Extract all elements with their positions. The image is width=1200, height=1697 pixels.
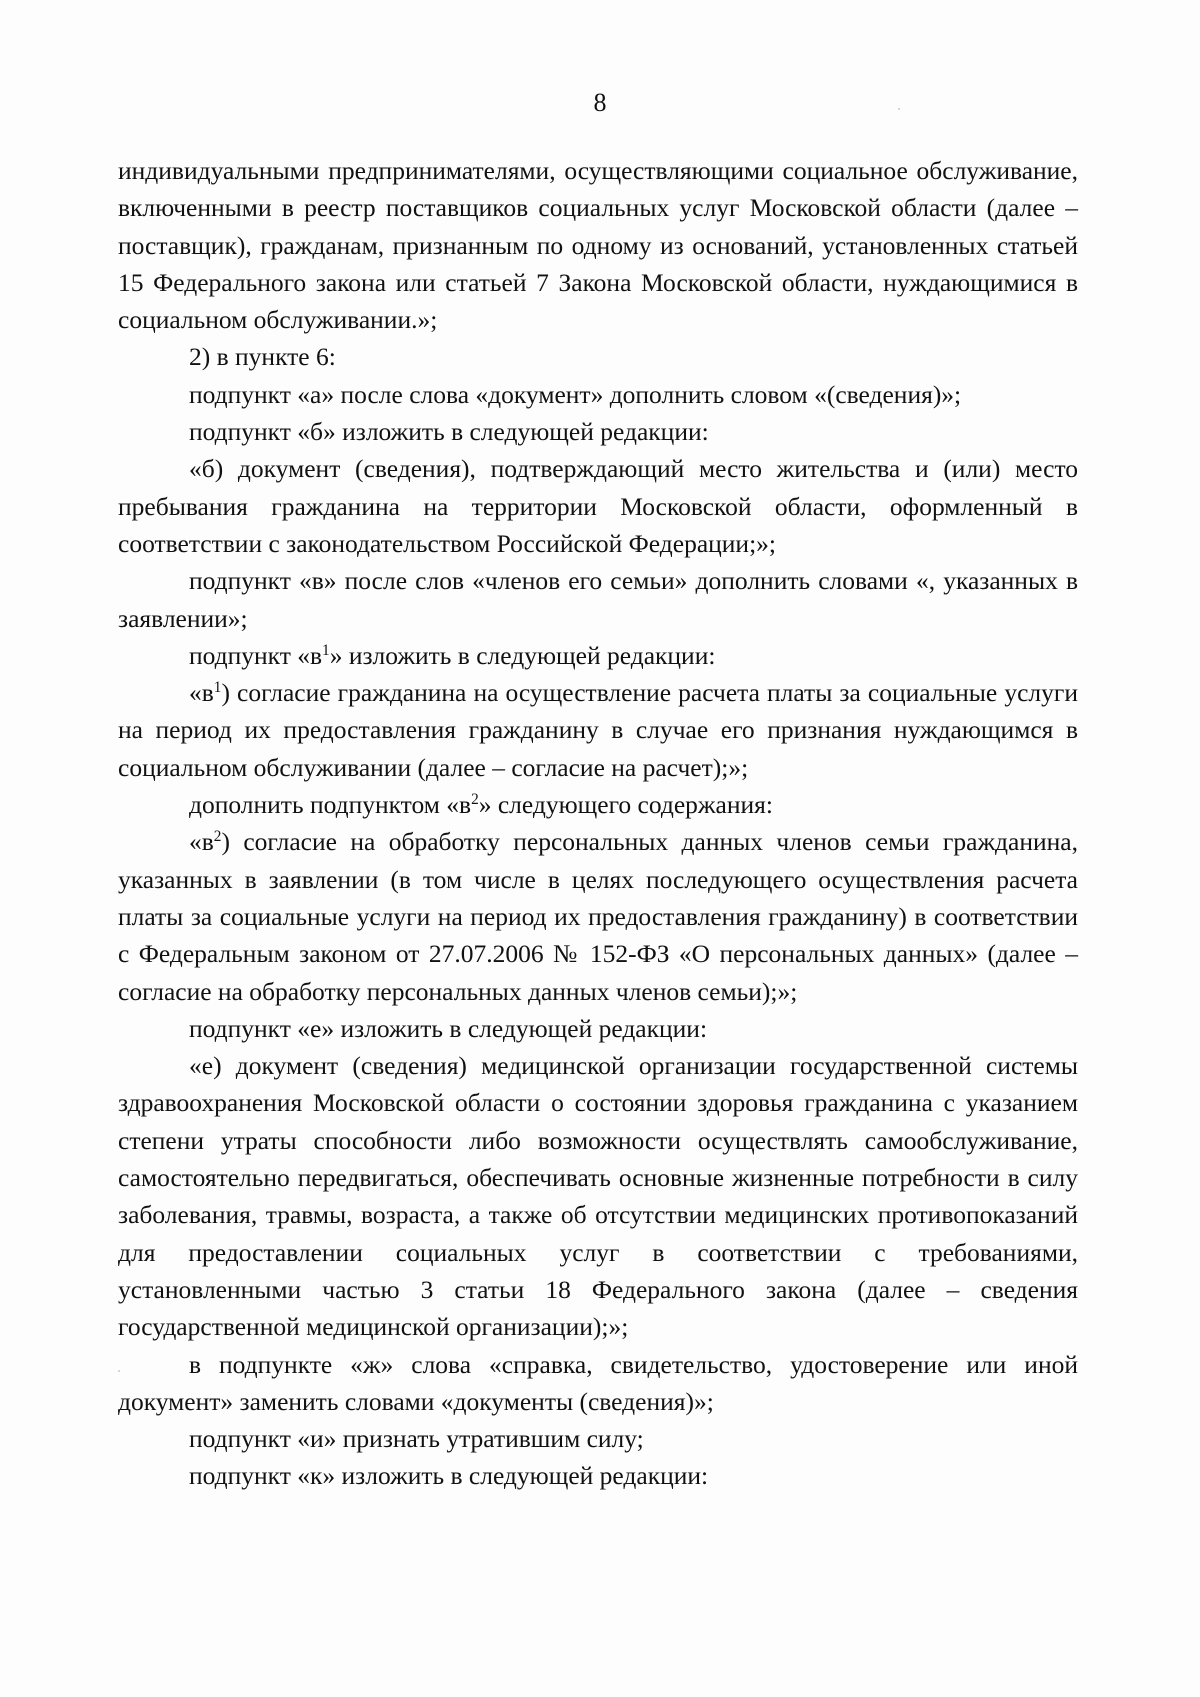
- paragraph-subitem-e-intro: подпункт «е» изложить в следующей редакции:: [189, 1013, 708, 1043]
- text-run: » изложить в следующей редакции:: [329, 640, 716, 670]
- text-run: подпункт «в: [189, 640, 323, 670]
- paragraph-subitem-zh: в подпункте «ж» слова «справка, свидетельство, удостоверение или иной документ» заменить словами «документы (сведения)»;: [118, 1349, 1078, 1416]
- page-number: 8: [593, 88, 607, 117]
- paragraph-subitem-k-intro: подпункт «к» изложить в следующей редакции:: [189, 1461, 709, 1491]
- text-run: » следующего содержания:: [478, 790, 773, 820]
- text-run: ) согласие на обработку персональных данных членов семьи гражданина, указанных в заявлении (в том числе в целях последующего осуществления расчета платы за социальные услуги на период их предоставления гражданину) в соответствии с Федеральным законом от 27.07.2006 № 152-ФЗ «О персональных данных» (далее – согласие на обработку персональных данных членов семьи);»;: [118, 827, 1078, 1006]
- paragraph-subitem-v2-text: [118, 823, 1078, 1009]
- superscript: 2: [213, 828, 222, 846]
- text-run: «в: [189, 827, 214, 857]
- superscript: 2: [471, 790, 479, 808]
- scan-speck: [118, 1370, 120, 1372]
- paragraph-subitem-v1-intro: [118, 637, 1078, 674]
- paragraph-subitem-b-text: «б) документ (сведения), подтверждающий место жительства и (или) место пребывания гражданина на территории Московской области, оформленный в соответствии с законодательством Российской Федерации;»;: [118, 454, 1078, 558]
- paragraph-subitem-e-text: «е) документ (сведения) медицинской организации государственной системы здравоохранения Московской области о состоянии здоровья гражданина с указанием степени утраты способности либо возможности осуществлять самообслуживание, самостоятельно передвигаться, обеспечивать основные жизненные потребности в силу заболевания, травмы, возраста, а также об отсутствии медицинских противопоказаний для предоставлении социальных услуг в соответствии с требованиями, установленными частью 3 статьи 18 Федерального закона (далее – сведения государственной медицинской организации);»;: [118, 1051, 1078, 1342]
- paragraph-subitem-v2-intro: [118, 786, 1078, 823]
- document-body: [118, 152, 1078, 1495]
- scan-speck: [898, 108, 900, 110]
- paragraph-continuation: индивидуальными предпринимателями, осуществляющими социальное обслуживание, включенными в реестр поставщиков социальных услуг Московской области (далее – поставщик), гражданам, признанным по одному из оснований, установленных статьей 15 Федерального закона или статьей 7 Закона Московской области, нуждающимися в социальном обслуживании.»;: [118, 156, 1078, 335]
- text-run: ) согласие гражданина на осуществление расчета платы за социальные услуги на период их предоставления гражданину в случае его признания нуждающимся в социальном обслуживании (далее – согласие на расчет);»;: [118, 678, 1078, 782]
- paragraph-subitem-b-intro: подпункт «б» изложить в следующей редакции:: [189, 417, 709, 447]
- superscript: 1: [322, 641, 330, 659]
- paragraph-item-2: 2) в пункте 6:: [189, 342, 336, 372]
- text-run: дополнить подпунктом «в: [189, 790, 472, 820]
- paragraph-subitem-v: подпункт «в» после слов «членов его семьи» дополнить словами «, указанных в заявлении»;: [118, 566, 1078, 633]
- paragraph-subitem-a: подпункт «а» после слова «документ» дополнить словом «(сведения)»;: [189, 379, 962, 409]
- paragraph-subitem-i: подпункт «и» признать утратившим силу;: [189, 1424, 644, 1454]
- paragraph-subitem-v1-text: [118, 674, 1078, 786]
- text-run: «в: [189, 678, 214, 708]
- superscript: 1: [213, 678, 222, 696]
